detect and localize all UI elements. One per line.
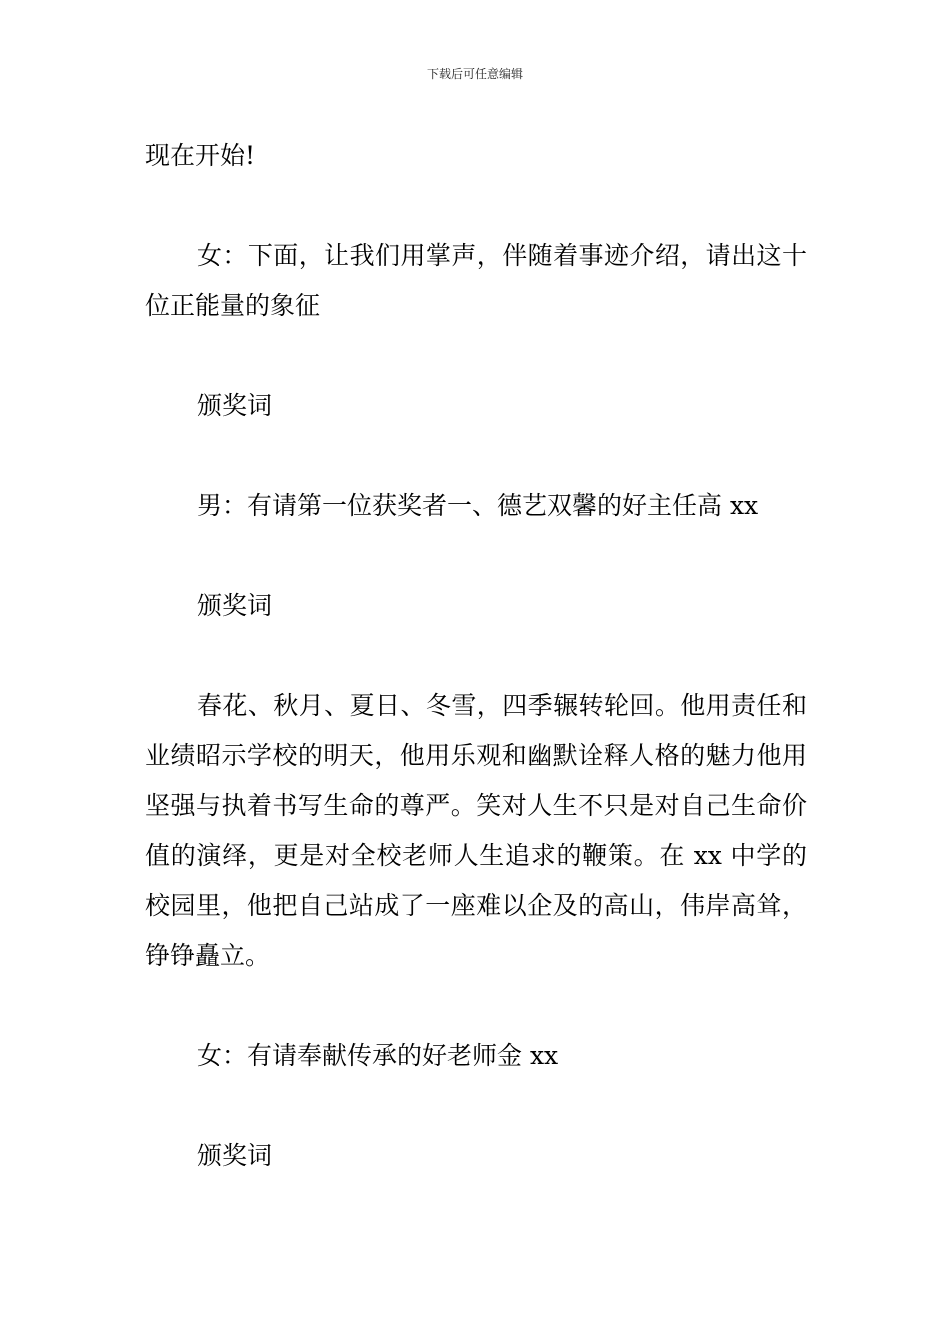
paragraph-award-speech-heading: 颁奖词 [197,1141,273,1170]
paragraph-award-speech-heading: 颁奖词 [197,391,273,420]
paragraph-male-invite: 男：有请第一位获奖者一、德艺双馨的好主任高 xx [197,491,759,520]
paragraph-female-invite: 女：有请奉献传承的好老师金 xx [197,1041,559,1070]
paragraph-female-intro: 女：下面，让我们用掌声，伴随着事迹介绍，请出这十位正能量的象征 [145,241,807,320]
paragraph-start: 现在开始! [145,141,256,170]
document-body [145,131,807,1181]
page-header: 下载后可任意编辑 [426,67,523,81]
paragraph-award-speech-heading: 颁奖词 [197,591,273,620]
paragraph-award-speech-body: 春花、秋月、夏日、冬雪，四季辗转轮回。他用责任和业绩昭示学校的明天，他用乐观和幽默诠释人格的魅力他用坚强与执着书写生命的尊严。笑对人生不只是对自己生命价值的演绎，更是对全校老师人生追求的鞭策。在 xx 中学的校园里，他把自己站成了一座难以企及的高山，伟岸高耸，铮铮矗立。 [145,691,807,970]
